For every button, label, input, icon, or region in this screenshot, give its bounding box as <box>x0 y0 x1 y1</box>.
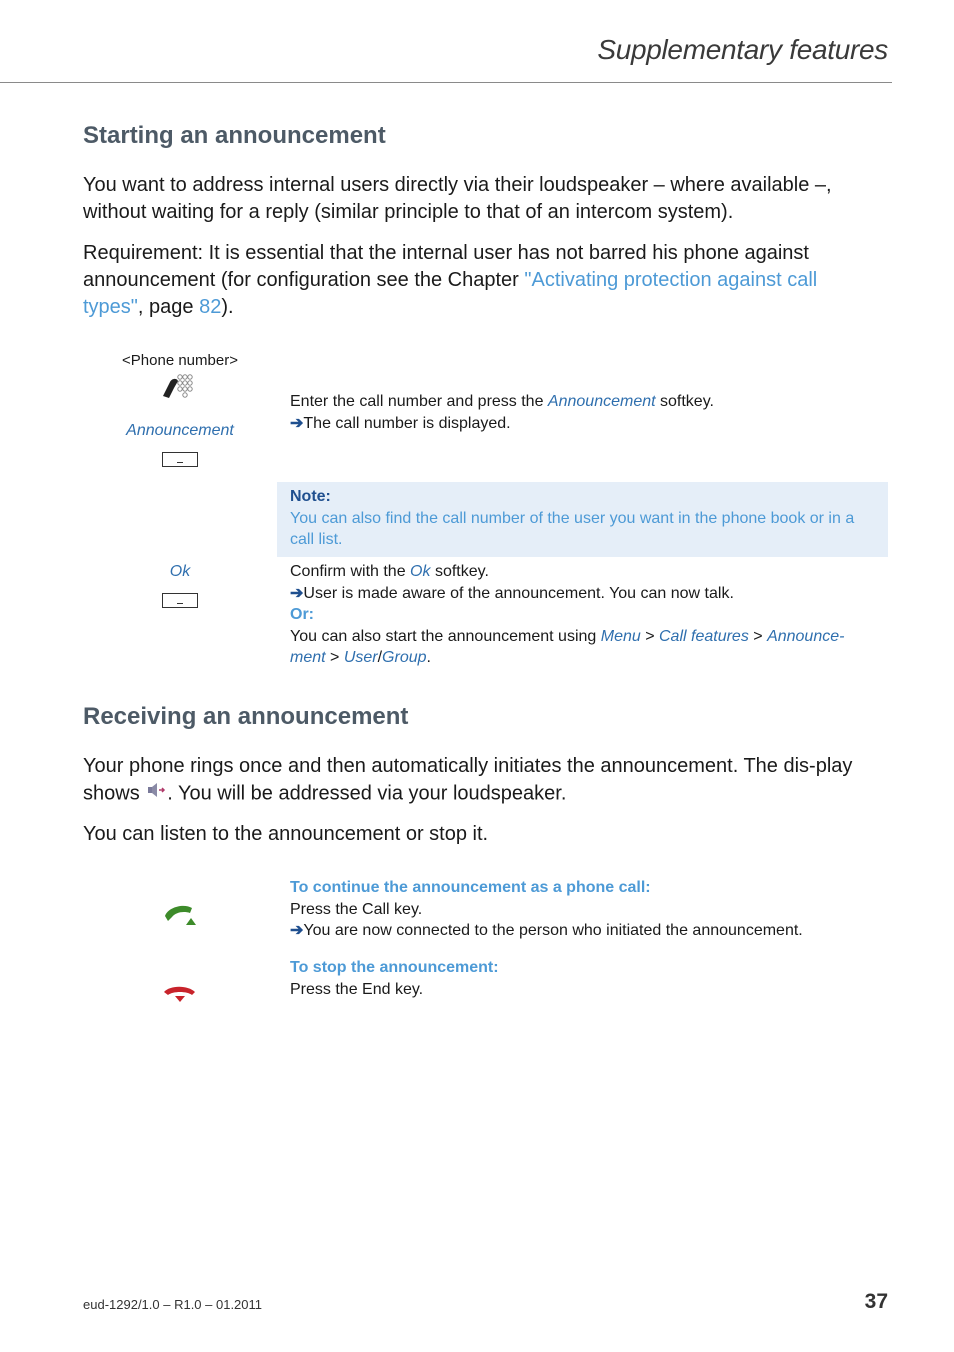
requirement-end: ). <box>221 296 234 318</box>
continue-result: You are now connected to the person who initiated the announcement. <box>303 922 803 939</box>
requirement-text: Requirement: It is essential that the internal user has not barred his phone against announcement (for configuration see the Chapter <box>83 242 809 291</box>
softkey-label-ok: Ok <box>169 563 191 580</box>
note-text: You can also find the call number of the user you want in the phone book or in a call list. <box>290 509 855 548</box>
step2-softkey-ref: Ok <box>410 563 431 580</box>
step2-text: Confirm with the <box>290 563 411 580</box>
call-key-icon <box>162 903 198 929</box>
softkey-label-announcement: Announcement <box>126 422 234 439</box>
menu-path-call-features: Call features <box>659 627 749 645</box>
step1-text-end: softkey. <box>655 393 714 410</box>
note-content <box>290 486 880 551</box>
step1-instruction <box>290 391 880 434</box>
header-divider <box>0 82 892 83</box>
stop-text: Press the End key. <box>290 980 424 998</box>
menu-sep: > <box>748 627 768 645</box>
running-header-title: Supplementary features <box>597 34 888 65</box>
step2-instruction <box>290 561 880 669</box>
page-text: , page <box>137 296 200 318</box>
listen-paragraph: You can listen to the announcement or stop it. <box>83 823 489 845</box>
result-arrow-icon: ➔ <box>290 414 304 432</box>
alt-end: . <box>426 649 431 666</box>
section-heading-starting: Starting an announcement <box>83 122 386 149</box>
requirement-paragraph <box>83 240 883 321</box>
announcement-softkey-icon <box>162 452 198 467</box>
footer-doc-id: eud-1292/1.0 – R1.0 – 01.2011 <box>83 1297 263 1312</box>
step1-result: The call number is displayed. <box>303 414 511 432</box>
menu-sep: > <box>325 649 344 666</box>
chapter-link[interactable]: "Activating protection against call types" <box>83 269 818 318</box>
receiving-text: Your phone rings once and then automatically initiates the announcement. The dis-play shows <box>83 755 853 805</box>
note-title: Note: <box>290 488 331 505</box>
stop-title: To stop the announcement: <box>290 959 499 976</box>
menu-path-group: Group <box>382 649 427 666</box>
result-arrow-icon: ➔ <box>290 922 304 939</box>
continue-title: To continue the announcement as a phone call: <box>290 879 651 896</box>
section-heading-receiving: Receiving an announcement <box>83 703 409 730</box>
phone-number-label: <Phone number> <box>122 352 238 369</box>
step2-text-end: softkey. <box>430 563 489 580</box>
receiving-text-end: . You will be addressed via your loudspeaker. <box>167 782 567 805</box>
menu-slash: / <box>377 649 383 666</box>
page-link[interactable]: 82 <box>199 296 222 318</box>
menu-path-announcement-a: Announce- <box>767 627 845 645</box>
page-number: 37 <box>864 1290 888 1313</box>
stop-block <box>290 957 880 1000</box>
announcement-speaker-icon <box>145 780 167 808</box>
ok-softkey-icon <box>162 593 198 608</box>
step1-text: Enter the call number and press the <box>290 393 548 410</box>
continue-block <box>290 877 880 942</box>
menu-sep: > <box>640 627 659 645</box>
intro-paragraph: You want to address internal users directly via their loudspeaker – where available –, without waiting for a reply (similar principle to that of an intercom system). <box>83 174 832 223</box>
continue-text: Press the Call key. <box>290 900 423 918</box>
receiving-paragraph <box>83 753 883 808</box>
keypad-icon <box>160 372 194 400</box>
alt-text: You can also start the announcement using <box>290 627 601 645</box>
end-key-icon <box>162 982 198 1004</box>
result-arrow-icon: ➔ <box>290 584 304 602</box>
menu-path-menu: Menu <box>600 627 641 645</box>
menu-path-announcement-b: ment <box>290 649 326 666</box>
menu-path-user: User <box>343 649 378 666</box>
or-label: Or: <box>290 606 314 623</box>
step1-softkey-ref: Announcement <box>547 393 656 410</box>
step2-result: User is made aware of the announcement. You can now talk. <box>303 584 734 602</box>
